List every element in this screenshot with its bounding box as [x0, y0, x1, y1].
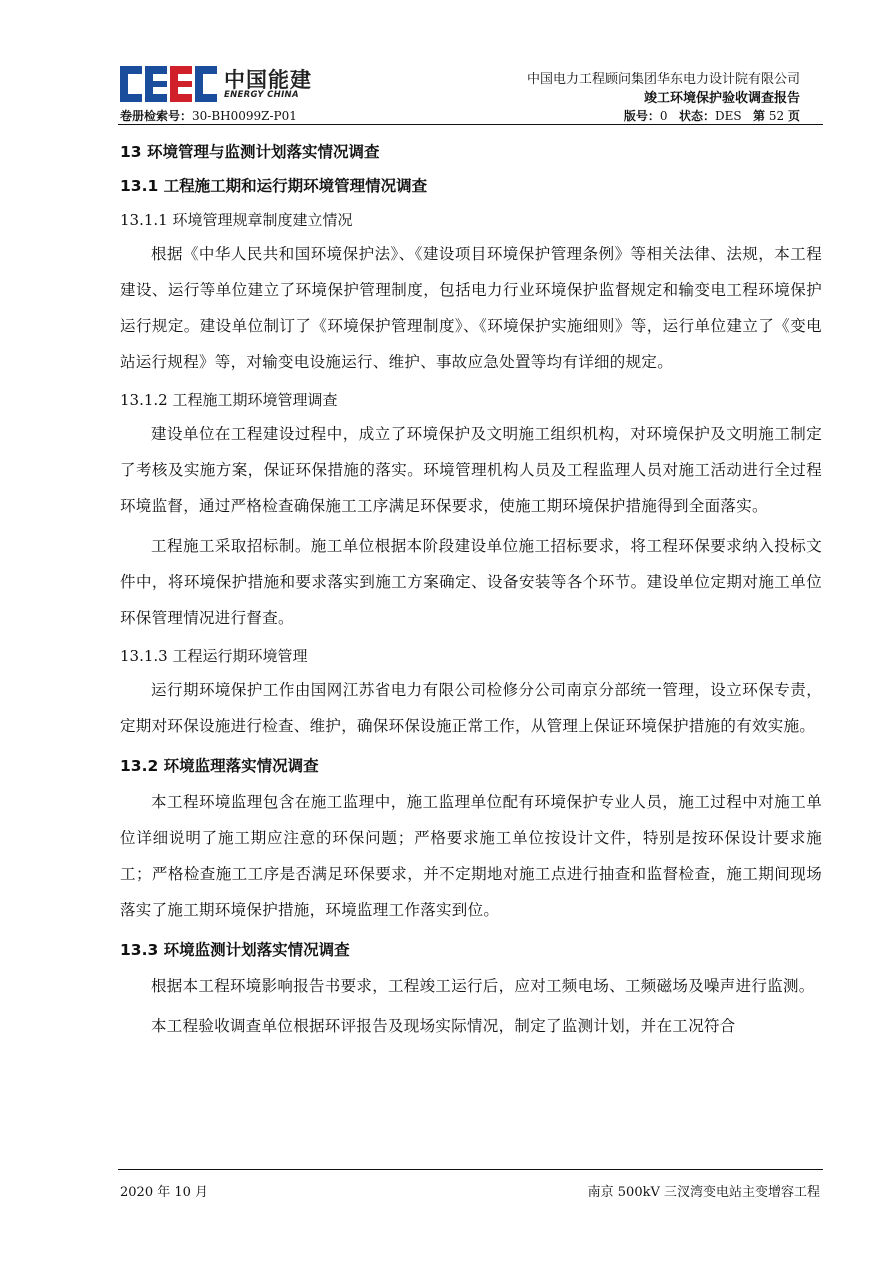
heading-13-2: 13.2 环境监理落实情况调查: [120, 757, 319, 775]
paragraph-construction-management: 建设单位在工程建设过程中，成立了环境保护及文明施工组织机构，对环境保护及文明施工制定了考核及实施方案，保证环保措施的落实。环境管理机构人员及工程监理人员对施工活动进行全过程环境监督，通过严格检查确保施工工序满足环保要求，使施工期环境保护措施得到全面落实。: [120, 425, 822, 515]
page-suffix: 页: [787, 109, 800, 123]
paragraph-environmental-supervision: 本工程环境监理包含在施工监理中，施工监理单位配有环境保护专业人员，施工过程中对施工单位详细说明了施工期应注意的环保问题；严格要求施工单位按设计文件，特别是按环保设计要求施工；严格检查施工工序是否满足环保要求，并不定期地对施工点进行抽查和监督检查，施工期间现场落实了施工期环境保护措施，环境监理工作落实到位。: [120, 793, 822, 919]
heading-13-3: 13.3 环境监测计划落实情况调查: [120, 941, 350, 959]
page-body: [120, 136, 822, 1048]
heading-13-1-3: 13.1.3 工程运行期环境管理: [120, 647, 308, 665]
version-status-page: [624, 107, 800, 124]
page-number: 52: [768, 109, 785, 123]
footer-date: 2020 年 10 月: [120, 1185, 209, 1200]
ceec-logo-icon: [120, 66, 220, 102]
page-prefix: 第: [753, 109, 766, 123]
status-value: DES: [714, 109, 742, 123]
header-rule: [118, 124, 823, 125]
paragraph-operation-management: 运行期环境保护工作由国网江苏省电力有限公司检修分公司南京分部统一管理，设立环保专责，定期对环保设施进行检查、维护，确保环保设施正常工作，从管理上保证环境保护措施的有效实施。: [120, 681, 822, 735]
paragraph-monitoring-requirements: 根据本工程环境影响报告书要求，工程竣工运行后，应对工频电场、工频磁场及噪声进行监测。: [151, 977, 815, 995]
heading-13-1-2: 13.1.2 工程施工期环境管理调查: [120, 391, 338, 409]
logo-text-cn: 中国能建: [224, 68, 312, 92]
archive-number: [120, 107, 297, 124]
archive-label: 卷册检索号：: [120, 109, 193, 123]
logo-text-en: ENERGY CHINA: [224, 90, 299, 100]
document-title: 竣工环境保护验收调查报告: [643, 91, 800, 106]
version-value: 0: [659, 109, 668, 123]
company-name: 中国电力工程顾问集团华东电力设计院有限公司: [526, 72, 800, 87]
footer-rule: [118, 1169, 823, 1170]
version-label: 版号：: [623, 109, 660, 123]
status-label: 状态：: [678, 109, 715, 123]
paragraph-tendering: 工程施工采取招标制。施工单位根据本阶段建设单位施工招标要求，将工程环保要求纳入投标文件中，将环境保护措施和要求落实到施工方案确定、设备安装等各个环节。建设单位定期对施工单位环保管理情况进行督查。: [120, 537, 822, 627]
heading-13-1-1: 13.1.1 环境管理规章制度建立情况: [120, 211, 353, 229]
heading-13-1: 13.1 工程施工期和运行期环境管理情况调查: [120, 177, 428, 195]
footer-project: 南京 500kV 三汊湾变电站主变增容工程: [587, 1185, 820, 1200]
paragraph-management-rules: 根据《中华人民共和国环境保护法》、《建设项目环境保护管理条例》等相关法律、法规，本工程建设、运行等单位建立了环境保护管理制度，包括电力行业环境保护监督规定和输变电工程环境保护运行规定。建设单位制订了《环境保护管理制度》、《环境保护实施细则》等，运行单位建立了《变电站运行规程》等，对输变电设施运行、维护、事故应急处置等均有详细的规定。: [120, 245, 822, 371]
archive-value: 30-BH0099Z-P01: [192, 109, 297, 123]
heading-13: 13 环境管理与监测计划落实情况调查: [120, 143, 380, 161]
paragraph-monitoring-plan: 本工程验收调查单位根据环评报告及现场实际情况，制定了监测计划，并在工况符合: [151, 1017, 736, 1035]
